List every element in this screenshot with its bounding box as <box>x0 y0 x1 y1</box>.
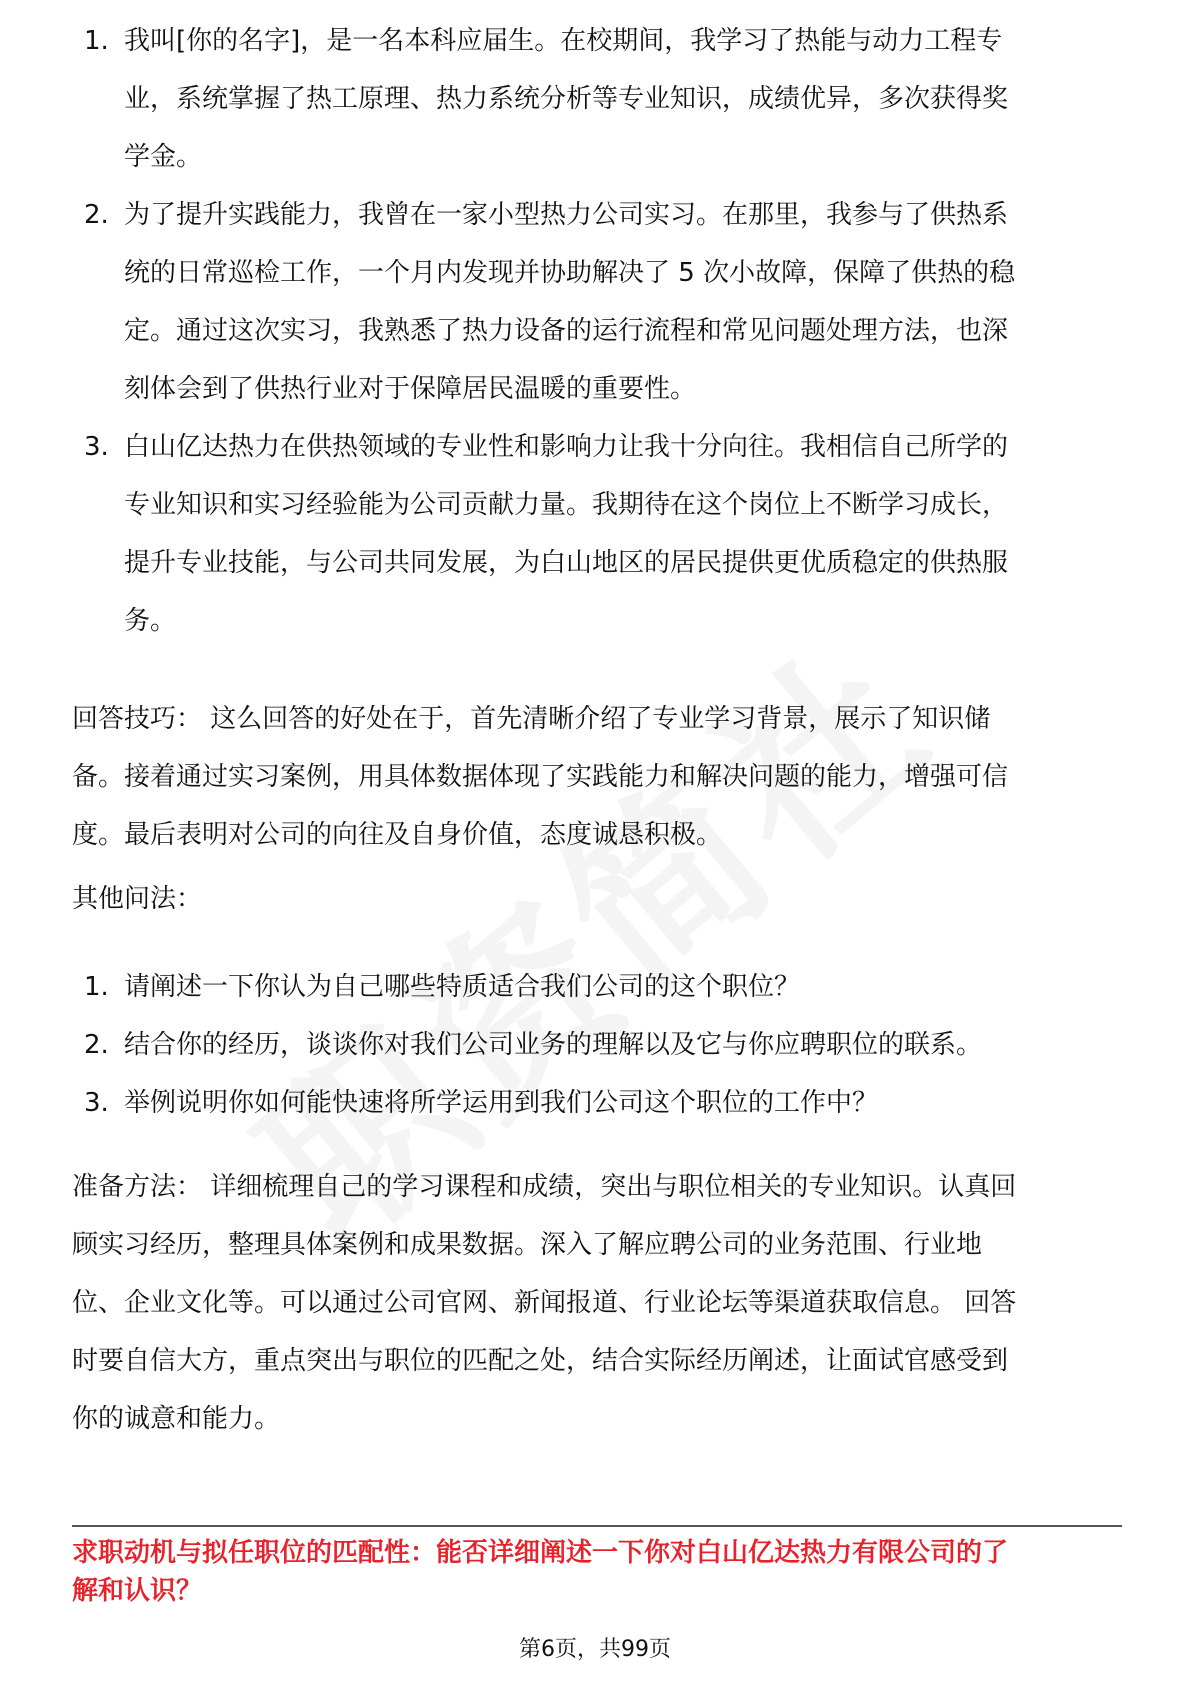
section-divider <box>72 1525 1122 1527</box>
preparation-line: 时要自信大方，重点突出与职位的匹配之处，结合实际经历阐述，让面试官感受到 <box>72 1346 1009 1376</box>
question-line: 求职动机与拟任职位的匹配性：能否详细阐述一下你对白山亿达热力有限公司的了 <box>72 1538 1009 1568</box>
list-number: 1. <box>84 26 109 56</box>
list-item-text: 举例说明你如何能快速将所学运用到我们公司这个职位的工作中？ <box>124 1088 879 1118</box>
list-item <box>72 12 1122 186</box>
list-number: 3. <box>84 1088 109 1118</box>
preparation-line: 准备方法： 详细梳理自己的学习课程和成绩，突出与职位相关的专业知识。认真回 <box>72 1172 1017 1202</box>
list-number: 2. <box>84 1030 109 1060</box>
list-item-line: 学金。 <box>124 142 203 172</box>
list-item-line: 定。通过这次实习，我熟悉了热力设备的运行流程和常见问题处理方法，也深 <box>124 316 1009 346</box>
list-item-line: 统的日常巡检工作，一个月内发现并协助解决了 5 次小故障，保障了供热的稳 <box>124 258 1016 288</box>
list-number: 2. <box>84 200 109 230</box>
list-item-text: 结合你的经历，谈谈你对我们公司业务的理解以及它与你应聘职位的联系。 <box>124 1030 983 1060</box>
list-item <box>72 1074 1122 1132</box>
list-item-line: 白山亿达热力在供热领域的专业性和影响力让我十分向往。我相信自己所学的 <box>124 432 1009 462</box>
preparation-line: 你的诚意和能力。 <box>72 1404 281 1434</box>
list-item <box>72 418 1122 650</box>
list-item <box>72 186 1122 418</box>
answer-tips <box>72 690 1122 864</box>
list-item-line: 务。 <box>124 606 177 636</box>
list-item-line: 提升专业技能，与公司共同发展，为白山地区的居民提供更优质稳定的供热服 <box>124 548 1009 578</box>
list-item-line: 为了提升实践能力，我曾在一家小型热力公司实习。在那里，我参与了供热系 <box>124 200 1009 230</box>
preparation-method <box>72 1158 1122 1448</box>
list-number: 3. <box>84 432 109 462</box>
next-question-heading <box>72 1534 1122 1610</box>
list-item-line: 刻体会到了供热行业对于保障居民温暖的重要性。 <box>124 374 697 404</box>
list-item-line: 专业知识和实习经验能为公司贡献力量。我期待在这个岗位上不断学习成长， <box>124 490 1009 520</box>
tips-line: 度。最后表明对公司的向往及自身价值，态度诚恳积极。 <box>72 820 723 850</box>
tips-line: 回答技巧： 这么回答的好处在于，首先清晰介绍了专业学习背景，展示了知识储 <box>72 704 991 734</box>
preparation-line: 顾实习经历，整理具体案例和成果数据。深入了解应聘公司的业务范围、行业地 <box>72 1230 983 1260</box>
tips-line: 备。接着通过实习案例，用具体数据体现了实践能力和解决问题的能力，增强可信 <box>72 762 1009 792</box>
list-item <box>72 1016 1122 1074</box>
other-questions-list <box>72 958 1122 1132</box>
question-line: 解和认识？ <box>72 1576 203 1606</box>
list-number: 1. <box>84 972 109 1002</box>
page-number: 第6页，共99页 <box>519 1637 671 1662</box>
answer-list <box>72 22 1122 650</box>
preparation-line: 位、企业文化等。可以通过公司官网、新闻报道、行业论坛等渠道获取信息。 回答 <box>72 1288 1017 1318</box>
list-item <box>72 958 1122 1016</box>
list-item-line: 业，系统掌握了热工原理、热力系统分析等专业知识，成绩优异，多次获得奖 <box>124 84 1009 114</box>
list-item-text: 请阐述一下你认为自己哪些特质适合我们公司的这个职位？ <box>124 972 801 1002</box>
list-item-line: 我叫[你的名字]，是一名本科应届生。在校期间，我学习了热能与动力工程专 <box>124 26 1003 56</box>
other-questions-heading: 其他问法： <box>72 884 203 914</box>
